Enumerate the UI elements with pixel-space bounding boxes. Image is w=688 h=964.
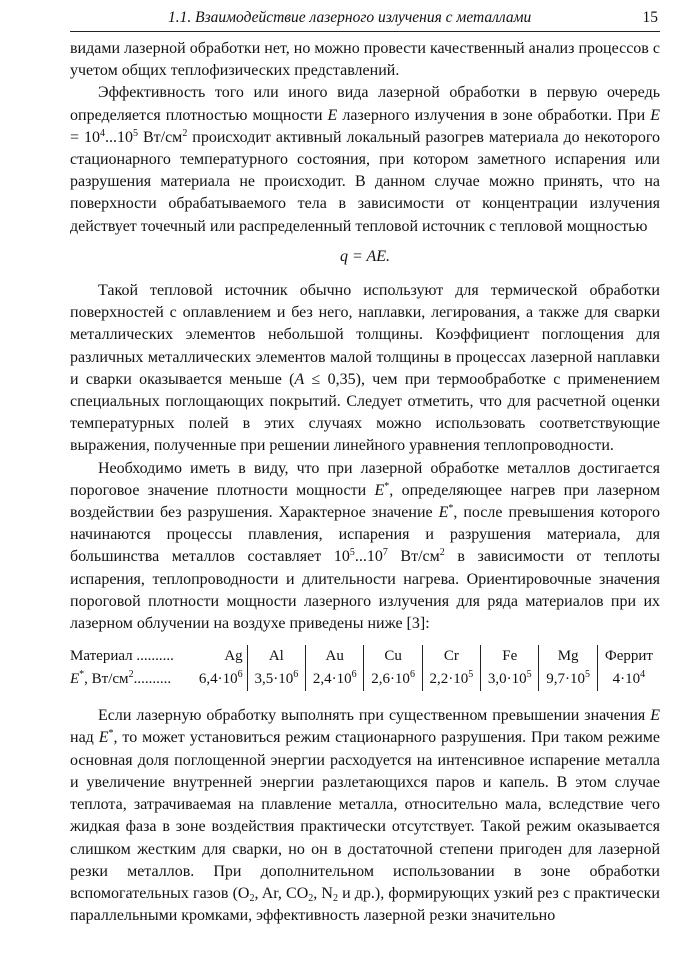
threshold-cell: $6,4\cdot 10^6$	[198, 669, 243, 688]
threshold-cell: $2,4\cdot 10^6$	[306, 668, 364, 691]
threshold-cell: $9,7\cdot 10^5$	[539, 668, 597, 691]
material-cell: Cu	[364, 645, 422, 668]
material-cell: Fe	[481, 645, 539, 668]
threshold-table	[70, 645, 660, 691]
material-cell: Au	[306, 645, 364, 668]
paragraph-3: Такой тепловой источник обычно используют для термической обработки поверхностей с оплавлением и без него, наплавки, легирования, а также для сварки металлических элементов небольшой толщины. Коэффициент поглощения для различных металлических элементов малой толщины в процессах лазерной наплавки и сварки оказывается меньше (A ≤ 0,35), чем при термообработке с применением специальных поглощающих покрытий. Следует отметить, что для расчетной оценки температурных полей в этих случаях можно использовать соответствующие выражения, полученные при решении линейного уравнения теплопроводности.	[70, 282, 660, 455]
threshold-cell: $3,0\cdot 10^5$	[481, 668, 539, 691]
formula-q-ae: q = AE.	[339, 247, 391, 265]
threshold-cell: $2,2\cdot 10^5$	[422, 668, 480, 691]
paragraph-2: Эффективность того или иного вида лазерной обработки в первую очередь определяется плотностью мощности E лазерного излучения в зоне обработки. При $E = 10^4...10^5$ $Вт/см^2$ происходит активный локальный разогрев материала до некоторого стационарного температурного состояния, при котором заметного испарения или разрушения материала не происходит. В данном случае можно принять, что на поверхности обрабатываемого тела в зависимости от концентрации излучения действует точечный или распределенный тепловой источник с тепловой мощностью	[70, 84, 661, 235]
threshold-cell: $4\cdot 10^4$	[597, 668, 660, 691]
page-number: 15	[642, 9, 658, 26]
running-header	[70, 8, 660, 32]
material-cell: Ag	[224, 648, 243, 665]
paragraph-1: видами лазерной обработки нет, но можно провести качественный анализ процессов с учетом общих теплофизических представлений.	[70, 40, 660, 80]
threshold-cell: $3,5\cdot 10^6$	[247, 668, 305, 691]
material-cell: Cr	[422, 645, 480, 668]
materials-label: Материал ..........	[70, 648, 174, 665]
paragraph-4: Необходимо иметь в виду, что при лазерной обработке металлов достигается пороговое значение плотности мощности E*, определяющее нагрев при лазерном воздействии без разрушения. Характерное значение E*, после превышения которого начинаются процессы плавления, испарения и разрушения материала, для большинства металлов составляет $10^5...10^7$ $Вт/см^2$ в зависимости от теплоты испарения, теплопроводности и длительности нагрева. Ориентировочные значения пороговой плотности мощности лазерного излучения для ряда материалов при их лазерном облучении на воздухе приведены ниже [3]:	[70, 459, 661, 633]
table-row-thresholds	[70, 668, 660, 691]
chapter-title: 1.1. Взаимодействие лазерного излучения с металлами	[168, 9, 532, 26]
material-cell: Al	[247, 645, 305, 668]
material-cell: Mg	[539, 645, 597, 668]
table-row-materials	[70, 645, 660, 668]
material-cell: Феррит	[597, 645, 660, 668]
threshold-cell: $2,6\cdot 10^6$	[364, 668, 422, 691]
page-body	[70, 38, 660, 927]
threshold-label: E*, $Вт/см^2$..........	[70, 669, 172, 688]
paragraph-5: Если лазерную обработку выполнять при существенном превышении значения E над E*, то может установиться режим стационарного разрушения. При таком режиме основная доля поглощенной энергии расходуется на интенсивное испарение металла и увеличение внутренней энергии разлетающихся паров и капель. В этом случае теплота, затрачиваемая на плавление металла, относительно мала, вследствие чего жидкая фаза в зоне воздействия практически отсутствует. Такой режим оказывается слишком жестким для сварки, но он в достаточной степени пригоден для лазерной резки металлов. При дополнительном использовании в зоне обработки вспомогательных газов ($O_2$, Ar, $CO_2$, $N_2$ и др.), формирующих узкий рез с практически параллельными кромками, эффективность лазерной резки значительно	[70, 707, 660, 925]
